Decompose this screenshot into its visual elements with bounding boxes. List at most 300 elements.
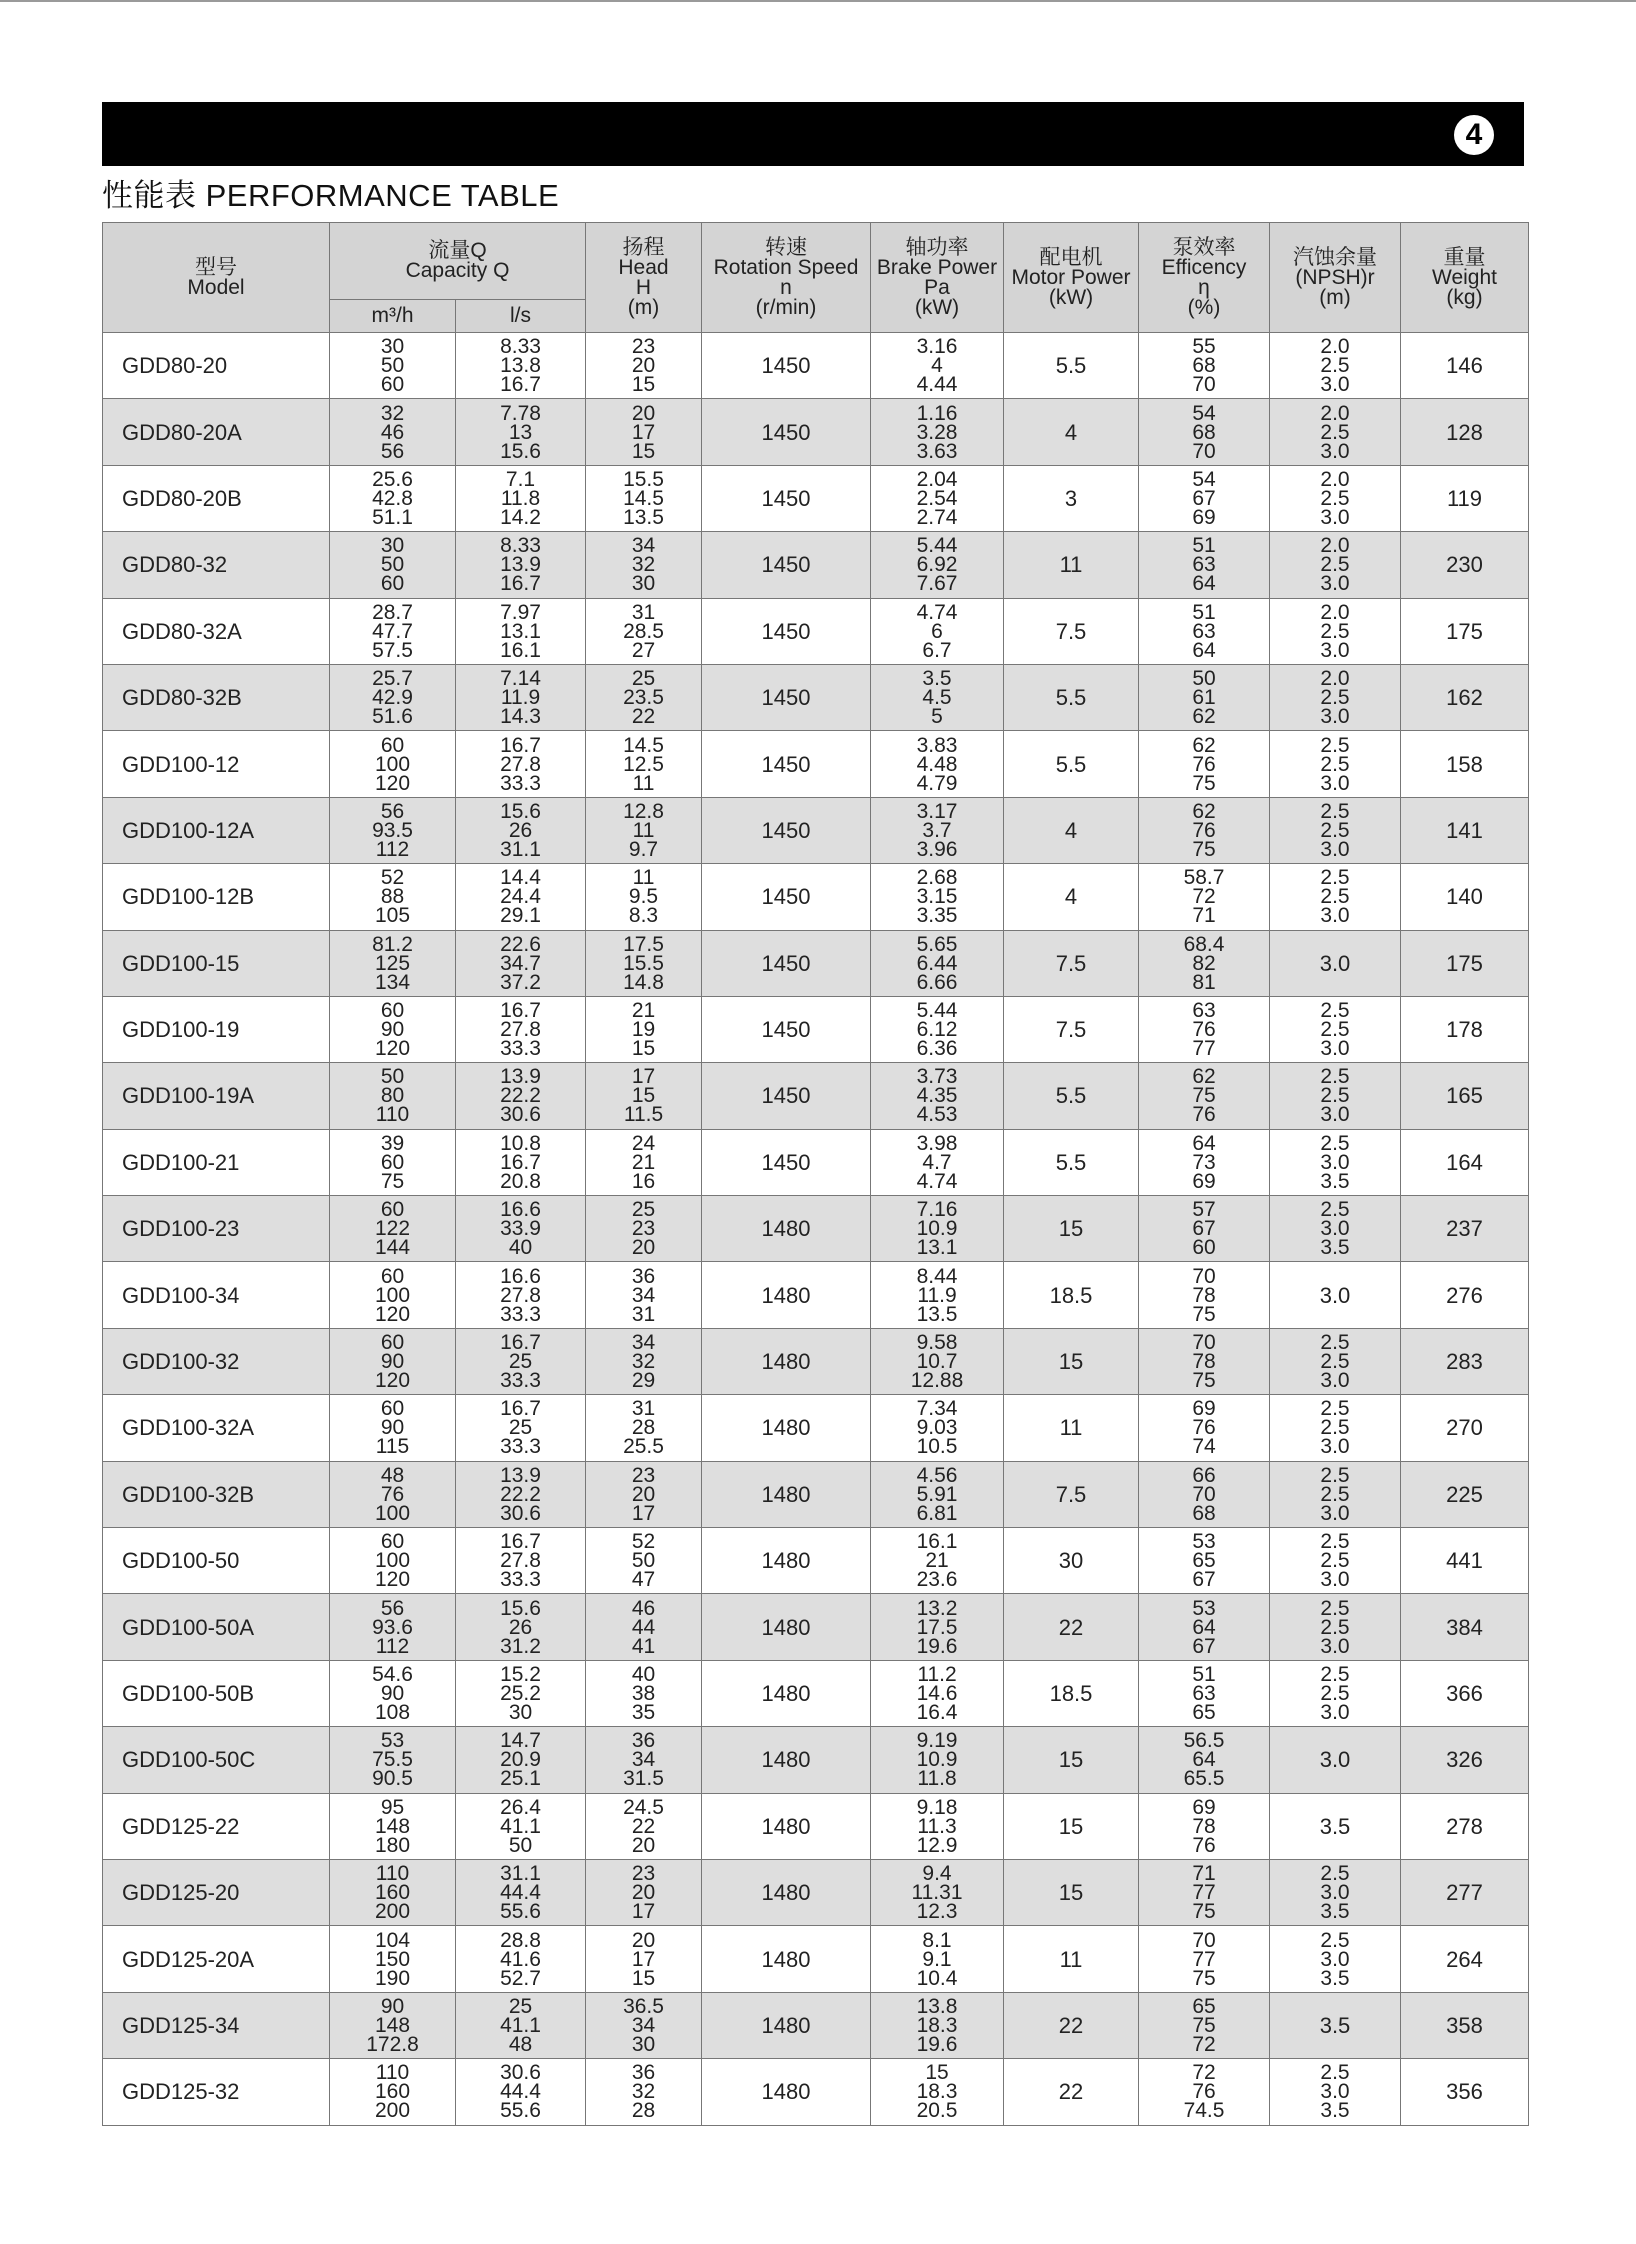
table-row — [103, 864, 1529, 930]
cell-value: 93.5 — [372, 818, 413, 842]
cell-value: 27.8 — [500, 752, 541, 776]
cell-value: 64 — [1192, 638, 1216, 662]
cell-value: 22.2 — [500, 1084, 541, 1108]
cell-head — [586, 1063, 702, 1129]
cell-value: 6.7 — [922, 638, 952, 662]
cell-value: 90 — [380, 1994, 405, 2018]
cell-value: 47.7 — [372, 619, 413, 643]
cell-speed: 1480 — [702, 1793, 871, 1859]
cell-value: 38 — [631, 1682, 656, 1705]
cell-brake-power — [871, 1926, 1004, 1992]
cell-capacity-ls — [456, 1063, 586, 1129]
cell-value: 13.9 — [500, 1065, 541, 1089]
cell-value: 78 — [1192, 1814, 1216, 1838]
cell-weight: 140 — [1401, 864, 1529, 930]
cell-value: 125 — [374, 951, 411, 975]
cell-value: 90 — [380, 1682, 405, 1705]
cell-speed: 1480 — [702, 1992, 871, 2058]
table-row — [103, 1660, 1529, 1726]
cell-value: 2.5 — [1320, 866, 1350, 890]
cell-value: 48 — [380, 1463, 405, 1487]
cell-value: 30 — [631, 572, 656, 596]
cell-brake-power — [871, 1063, 1004, 1129]
cell-efficiency — [1139, 1859, 1270, 1925]
cell-efficiency — [1139, 1461, 1270, 1527]
cell-value: 16.7 — [500, 999, 541, 1023]
cell-efficiency — [1139, 1926, 1270, 1992]
cell-motor-power: 5.5 — [1004, 664, 1139, 730]
table-row — [103, 1461, 1529, 1527]
cell-value: 90 — [380, 1350, 405, 1374]
cell-value: 7.14 — [500, 667, 541, 691]
header-npsh — [1270, 223, 1401, 333]
cell-value: 50 — [380, 1065, 405, 1089]
header-line: (kW) — [1048, 285, 1094, 309]
cell-value: 32 — [380, 401, 405, 425]
cell-brake-power — [871, 598, 1004, 664]
header-line: (kg) — [1446, 285, 1483, 309]
cell-head — [586, 1594, 702, 1660]
header-line: (kW) — [914, 295, 960, 319]
cell-head — [586, 465, 702, 531]
cell-value: 66 — [1192, 1463, 1216, 1487]
cell-head — [586, 399, 702, 465]
cell-motor-power: 22 — [1004, 1594, 1139, 1660]
table-row — [103, 1992, 1529, 2058]
cell-value: 77 — [1192, 1881, 1216, 1905]
cell-motor-power: 4 — [1004, 399, 1139, 465]
cell-value: 28 — [631, 1416, 656, 1440]
cell-motor-power: 15 — [1004, 1727, 1139, 1793]
cell-value: 36.5 — [623, 1994, 664, 2018]
cell-value: 19.6 — [916, 1634, 958, 1658]
cell-speed: 1480 — [702, 1660, 871, 1726]
cell-value: 60 — [380, 733, 405, 757]
cell-weight: 283 — [1401, 1328, 1529, 1394]
cell-value: 28.7 — [372, 600, 413, 624]
cell-efficiency — [1139, 333, 1270, 399]
cell-value: 53 — [380, 1729, 405, 1753]
cell-value: 6.92 — [916, 553, 958, 577]
cell-value: 2.74 — [916, 505, 958, 529]
header-line: 汽蚀余量 — [1293, 245, 1377, 269]
cell-brake-power — [871, 1727, 1004, 1793]
cell-value: 190 — [374, 1966, 411, 1990]
cell-motor-power: 11 — [1004, 1926, 1139, 1992]
cell-value: 100 — [374, 1501, 411, 1525]
cell-value: 60 — [380, 999, 405, 1023]
cell-value: 15.6 — [500, 1596, 541, 1620]
cell-value: 11.9 — [917, 1283, 957, 1307]
cell-value: 65 — [1192, 1549, 1216, 1573]
cell-npsh — [1270, 864, 1401, 930]
cell-value: 95 — [380, 1795, 405, 1819]
cell-npsh — [1270, 664, 1401, 730]
cell-value: 70 — [1192, 1331, 1216, 1355]
cell-head — [586, 1328, 702, 1394]
cell-value: 75 — [1192, 1084, 1216, 1108]
cell-value: 81.2 — [372, 932, 413, 956]
cell-speed: 1480 — [702, 1594, 871, 1660]
cell-npsh — [1270, 996, 1401, 1062]
cell-head — [586, 333, 702, 399]
cell-value: 3.5 — [1319, 1813, 1351, 1839]
cell-value: 2.5 — [1320, 1928, 1350, 1952]
cell-motor-power: 7.5 — [1004, 996, 1139, 1062]
cell-value: 75 — [1192, 837, 1216, 861]
cell-npsh — [1270, 1129, 1401, 1195]
cell-motor-power: 18.5 — [1004, 1660, 1139, 1726]
header-line: 轴功率 — [905, 235, 969, 259]
cell-npsh — [1270, 930, 1401, 996]
cell-model: GDD80-32A — [103, 598, 330, 664]
cell-motor-power: 18.5 — [1004, 1262, 1139, 1328]
cell-value: 72 — [1192, 885, 1216, 909]
cell-value: 27.8 — [500, 1283, 541, 1307]
cell-value: 29 — [631, 1369, 656, 1393]
cell-value: 2.5 — [1320, 1331, 1350, 1355]
cell-value: 5.65 — [916, 932, 958, 956]
cell-value: 122 — [374, 1217, 411, 1241]
cell-value: 60 — [1192, 1236, 1216, 1260]
cell-value: 2.5 — [1320, 1397, 1350, 1421]
cell-value: 2.5 — [1320, 1862, 1350, 1886]
cell-value: 88 — [380, 885, 405, 909]
header-line: 型号 — [195, 255, 237, 279]
cell-weight: 119 — [1401, 465, 1529, 531]
cell-value: 23.5 — [623, 686, 664, 710]
header-brake-power — [871, 223, 1004, 333]
cell-value: 10.9 — [916, 1748, 958, 1772]
cell-value: 50 — [1192, 667, 1216, 691]
cell-value: 2.5 — [1320, 999, 1350, 1023]
cell-value: 4 — [931, 354, 943, 378]
cell-value: 23 — [631, 1463, 656, 1487]
cell-weight: 278 — [1401, 1793, 1529, 1859]
cell-value: 11.9 — [500, 686, 541, 710]
cell-value: 2.5 — [1320, 1350, 1350, 1374]
cell-value: 63 — [1192, 553, 1216, 577]
cell-value: 46 — [380, 420, 405, 444]
cell-value: 47 — [631, 1568, 656, 1592]
cell-value: 67 — [1192, 1217, 1216, 1241]
cell-brake-power — [871, 465, 1004, 531]
cell-capacity-m3h — [330, 1262, 456, 1328]
cell-value: 2.5 — [1320, 1663, 1350, 1686]
header-line: 转速 — [765, 235, 807, 259]
cell-value: 74 — [1192, 1435, 1216, 1459]
cell-value: 3.7 — [922, 818, 952, 842]
cell-value: 16.7 — [500, 373, 541, 397]
table-row — [103, 797, 1529, 863]
header-capacity — [330, 223, 586, 300]
cell-value: 2.5 — [1320, 1482, 1350, 1506]
cell-weight: 264 — [1401, 1926, 1529, 1992]
cell-value: 7.67 — [916, 572, 958, 596]
cell-brake-power — [871, 797, 1004, 863]
cell-value: 69 — [1192, 1397, 1216, 1421]
cell-capacity-ls — [456, 1992, 586, 2058]
cell-value: 3.98 — [916, 1131, 958, 1155]
cell-brake-power — [871, 2059, 1004, 2125]
cell-npsh — [1270, 1859, 1401, 1925]
cell-motor-power: 11 — [1004, 532, 1139, 598]
cell-value: 46 — [631, 1596, 656, 1620]
cell-brake-power — [871, 664, 1004, 730]
cell-weight: 441 — [1401, 1528, 1529, 1594]
cell-capacity-m3h — [330, 731, 456, 797]
cell-value: 15.5 — [623, 951, 664, 975]
cell-value: 50 — [508, 1833, 533, 1857]
cell-value: 3.0 — [1320, 1217, 1350, 1241]
header-line: (%) — [1187, 295, 1221, 319]
cell-value: 3.15 — [916, 885, 958, 909]
cell-weight: 356 — [1401, 2059, 1529, 2125]
cell-value: 75 — [1192, 1369, 1216, 1393]
cell-motor-power: 5.5 — [1004, 731, 1139, 797]
cell-value: 31 — [631, 1302, 656, 1326]
cell-npsh — [1270, 399, 1401, 465]
cell-speed: 1480 — [702, 1328, 871, 1394]
cell-value: 12.8 — [623, 799, 664, 823]
cell-value: 11.8 — [500, 486, 541, 510]
cell-value: 75 — [1192, 1302, 1216, 1326]
cell-model: GDD100-34 — [103, 1262, 330, 1328]
cell-efficiency — [1139, 1196, 1270, 1262]
cell-value: 41.1 — [500, 1814, 541, 1838]
cell-value: 3.5 — [922, 667, 952, 691]
cell-npsh — [1270, 1594, 1401, 1660]
cell-value: 2.68 — [916, 866, 958, 890]
cell-value: 36 — [631, 2061, 656, 2085]
cell-value: 34 — [631, 1283, 656, 1307]
cell-brake-power — [871, 1793, 1004, 1859]
cell-value: 50 — [380, 553, 405, 577]
cell-value: 2.5 — [1320, 1198, 1350, 1222]
cell-value: 22.2 — [500, 1482, 541, 1506]
cell-model: GDD100-50 — [103, 1528, 330, 1594]
cell-value: 25.6 — [372, 467, 413, 491]
cell-speed: 1450 — [702, 664, 871, 730]
cell-model: GDD100-19 — [103, 996, 330, 1062]
cell-value: 60 — [380, 1264, 405, 1288]
cell-value: 26 — [508, 818, 533, 842]
cell-value: 134 — [374, 970, 411, 994]
cell-value: 62 — [1192, 705, 1216, 729]
cell-speed: 1480 — [702, 1528, 871, 1594]
cell-value: 22 — [631, 705, 656, 729]
cell-value: 30.6 — [500, 2061, 541, 2085]
cell-brake-power — [871, 930, 1004, 996]
cell-brake-power — [871, 333, 1004, 399]
cell-capacity-ls — [456, 1926, 586, 1992]
cell-value: 56 — [380, 799, 405, 823]
cell-brake-power — [871, 1129, 1004, 1195]
cell-motor-power: 5.5 — [1004, 333, 1139, 399]
cell-value: 20 — [631, 1482, 656, 1506]
cell-speed: 1450 — [702, 930, 871, 996]
cell-model: GDD100-19A — [103, 1063, 330, 1129]
cell-value: 10.4 — [916, 1966, 958, 1990]
cell-value: 2.5 — [1320, 885, 1350, 909]
table-row — [103, 996, 1529, 1062]
cell-value: 14.8 — [623, 970, 664, 994]
cell-npsh — [1270, 1262, 1401, 1328]
cell-motor-power: 22 — [1004, 1992, 1139, 2058]
cell-value: 22 — [631, 1814, 656, 1838]
cell-value: 67 — [1192, 1634, 1216, 1658]
cell-value: 5.91 — [916, 1482, 958, 1506]
cell-value: 68 — [1192, 420, 1216, 444]
cell-head — [586, 1727, 702, 1793]
table-row — [103, 930, 1529, 996]
cell-value: 12.3 — [916, 1900, 958, 1924]
cell-value: 57.5 — [372, 638, 413, 662]
cell-value: 2.5 — [1320, 2061, 1350, 2085]
table-row — [103, 465, 1529, 531]
cell-value: 34 — [631, 2013, 656, 2037]
cell-value: 42.9 — [372, 686, 413, 710]
cell-value: 17.5 — [916, 1615, 958, 1639]
cell-value: 26.4 — [500, 1795, 541, 1819]
cell-value: 20.5 — [916, 2099, 958, 2123]
cell-value: 2.5 — [1320, 752, 1350, 776]
cell-value: 70 — [1192, 439, 1216, 463]
cell-value: 148 — [374, 1814, 411, 1838]
cell-value: 3.0 — [1320, 837, 1350, 861]
cell-value: 2.5 — [1320, 354, 1350, 378]
cell-value: 75 — [1192, 1966, 1216, 1990]
cell-speed: 1480 — [702, 1926, 871, 1992]
cell-speed: 1480 — [702, 1262, 871, 1328]
cell-capacity-m3h — [330, 1793, 456, 1859]
cell-value: 55.6 — [500, 2099, 541, 2123]
cell-value: 144 — [374, 1236, 411, 1260]
cell-value: 55.6 — [500, 1900, 541, 1924]
cell-npsh — [1270, 1926, 1401, 1992]
cell-value: 120 — [374, 1302, 411, 1326]
cell-value: 3.73 — [916, 1065, 958, 1089]
cell-value: 20 — [631, 1833, 656, 1857]
header-line: 配电机 — [1039, 245, 1103, 269]
cell-value: 25.7 — [372, 667, 413, 691]
cell-value: 16.7 — [500, 1530, 541, 1554]
cell-value: 76 — [1192, 1103, 1216, 1127]
cell-speed: 1450 — [702, 532, 871, 598]
cell-value: 110 — [375, 2061, 410, 2085]
cell-value: 65.5 — [1183, 1767, 1225, 1791]
cell-value: 3.5 — [1320, 1966, 1350, 1990]
cell-capacity-ls — [456, 1859, 586, 1925]
cell-npsh — [1270, 1793, 1401, 1859]
cell-value: 15 — [631, 439, 656, 463]
cell-value: 180 — [374, 1833, 411, 1857]
cell-value: 28.5 — [623, 619, 664, 643]
cell-value: 68 — [1192, 1501, 1216, 1525]
cell-capacity-m3h — [330, 1859, 456, 1925]
cell-motor-power: 15 — [1004, 1196, 1139, 1262]
cell-speed: 1450 — [702, 996, 871, 1062]
cell-weight: 146 — [1401, 333, 1529, 399]
cell-value: 20 — [631, 354, 656, 378]
cell-value: 4.44 — [916, 373, 958, 397]
cell-value: 8.33 — [500, 534, 541, 558]
cell-value: 80 — [380, 1084, 405, 1108]
cell-value: 60 — [380, 373, 405, 397]
header-line: η — [1198, 275, 1210, 299]
cell-value: 3.96 — [916, 837, 958, 861]
cell-value: 16.1 — [916, 1530, 958, 1554]
header-line: Brake Power — [876, 255, 998, 279]
cell-value: 35 — [631, 1701, 656, 1724]
cell-value: 29.1 — [500, 904, 541, 928]
header-capacity-m3h: m³/h — [330, 300, 456, 333]
cell-value: 10.7 — [916, 1350, 958, 1374]
cell-model: GDD125-32 — [103, 2059, 330, 2125]
cell-value: 76 — [1192, 2080, 1216, 2104]
cell-value: 120 — [374, 1037, 411, 1061]
cell-value: 56.5 — [1183, 1729, 1225, 1753]
header-motor-power — [1004, 223, 1139, 333]
cell-value: 14.5 — [623, 733, 664, 757]
header-line: (NPSH)r — [1295, 265, 1375, 289]
cell-value: 63 — [1192, 619, 1216, 643]
cell-capacity-ls — [456, 1793, 586, 1859]
cell-value: 15 — [631, 1037, 656, 1061]
cell-motor-power: 5.5 — [1004, 1129, 1139, 1195]
cell-value: 60 — [380, 1198, 405, 1222]
cell-value: 27 — [631, 638, 656, 662]
cell-value: 51.1 — [372, 505, 413, 529]
cell-value: 100 — [374, 1549, 411, 1573]
cell-value: 160 — [374, 1881, 411, 1905]
cell-value: 19.6 — [916, 2032, 958, 2056]
cell-value: 13.5 — [916, 1302, 958, 1326]
cell-value: 70 — [1192, 1928, 1216, 1952]
cell-value: 9.7 — [628, 837, 659, 861]
cell-value: 31 — [631, 600, 656, 624]
cell-capacity-m3h — [330, 1528, 456, 1594]
cell-efficiency — [1139, 1262, 1270, 1328]
cell-value: 8.1 — [922, 1928, 952, 1952]
header-line: Model — [187, 275, 245, 299]
cell-value: 48 — [508, 2032, 533, 2056]
header-line: (r/min) — [755, 295, 817, 319]
cell-brake-power — [871, 1328, 1004, 1394]
cell-capacity-m3h — [330, 797, 456, 863]
table-row — [103, 1196, 1529, 1262]
cell-weight: 326 — [1401, 1727, 1529, 1793]
cell-value: 33.9 — [500, 1217, 541, 1241]
cell-motor-power: 4 — [1004, 797, 1139, 863]
cell-capacity-m3h — [330, 664, 456, 730]
cell-capacity-m3h — [330, 598, 456, 664]
cell-weight: 384 — [1401, 1594, 1529, 1660]
cell-capacity-ls — [456, 2059, 586, 2125]
cell-head — [586, 1859, 702, 1925]
cell-capacity-ls — [456, 1262, 586, 1328]
cell-value: 3.0 — [1320, 1881, 1350, 1905]
cell-value: 68.4 — [1183, 932, 1225, 956]
cell-head — [586, 1461, 702, 1527]
cell-value: 3.5 — [1320, 1900, 1350, 1924]
header-efficiency — [1139, 223, 1270, 333]
cell-value: 20 — [631, 1881, 656, 1905]
cell-value: 31 — [631, 1397, 656, 1421]
cell-value: 5 — [931, 705, 943, 729]
cell-value: 28.8 — [500, 1928, 541, 1952]
cell-weight: 158 — [1401, 731, 1529, 797]
